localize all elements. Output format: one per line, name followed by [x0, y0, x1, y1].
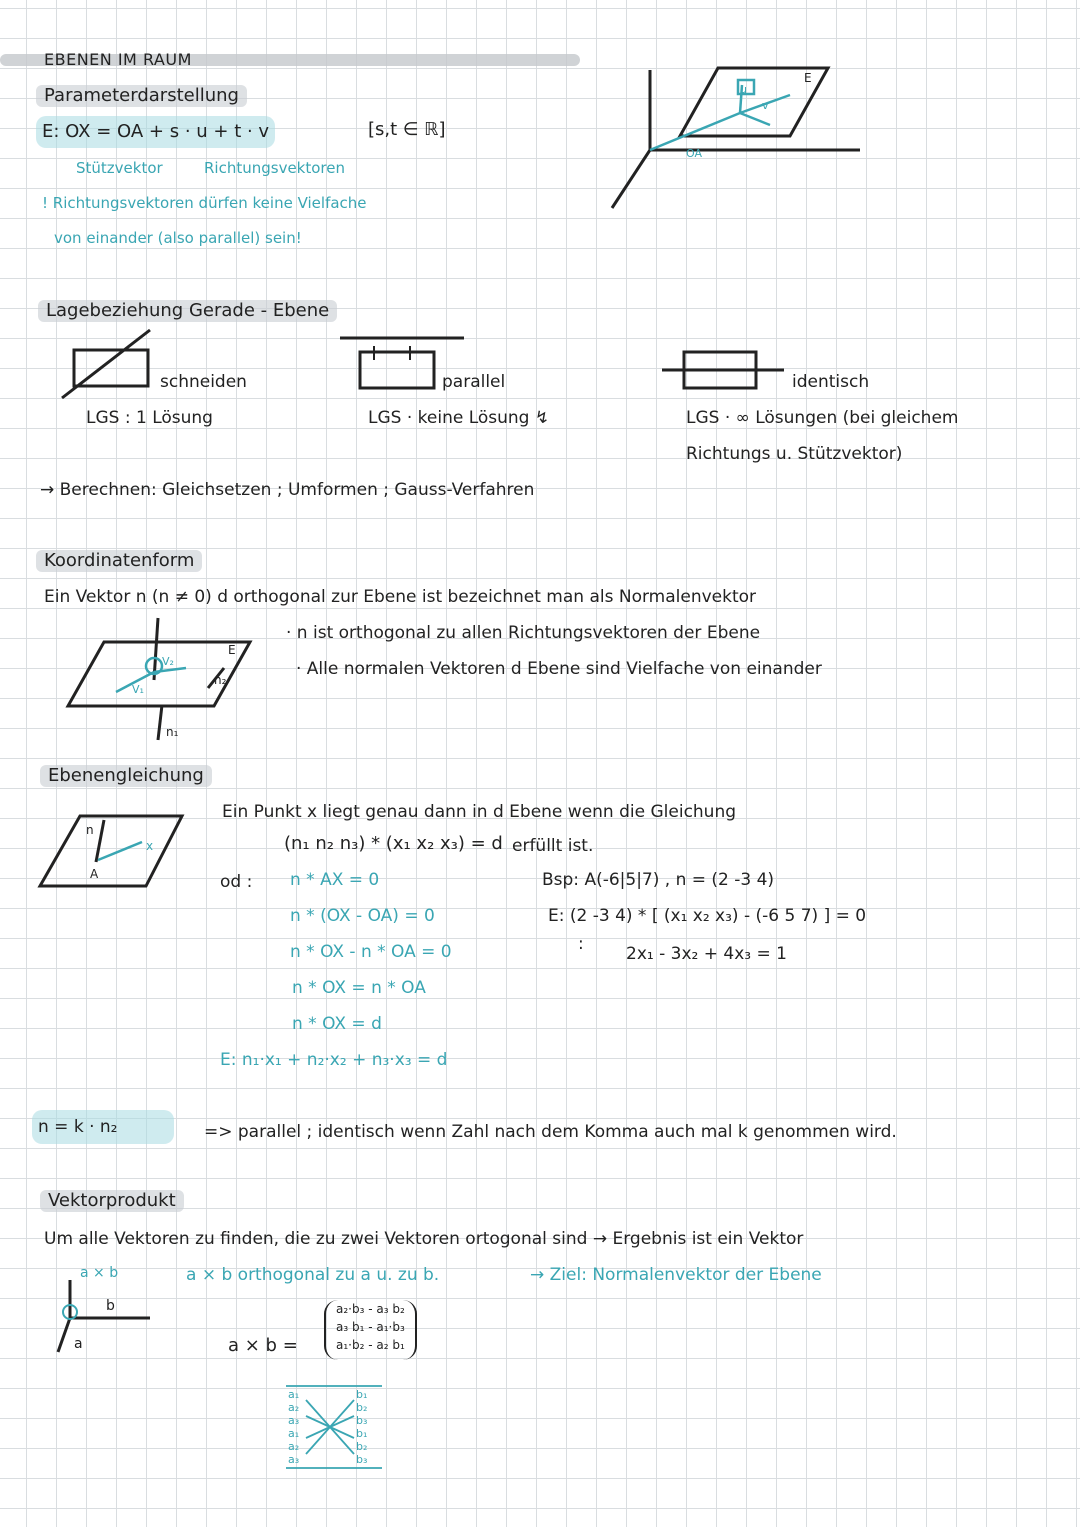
identisch-lgs-2: Richtungs u. Stützvektor)	[686, 444, 903, 464]
identisch-label: identisch	[792, 372, 870, 392]
ebeneq-erfuellt: erfüllt ist.	[512, 836, 594, 856]
koord-bullet-2: · Alle normalen Vektoren d Ebene sind Vielfache von einander	[296, 659, 822, 679]
param-note-1: ! Richtungsvektoren dürfen keine Vielfache	[42, 194, 367, 212]
col-a-cell: a₁	[288, 1427, 300, 1440]
kn-formula: n = k · n₂	[32, 1110, 174, 1144]
vp-axb-label: a × b	[80, 1265, 119, 1281]
vp-a-label: a	[74, 1336, 83, 1352]
koord-line-1: Ein Vektor n (n ≠ 0) d orthogonal zur Ebene ist bezeichnet man als Normalenvektor	[44, 587, 757, 607]
param-figure	[612, 68, 860, 208]
koord-e-label: E	[228, 643, 236, 657]
parallel-lgs: LGS · keine Lösung ↯	[368, 408, 550, 428]
parallel-plane	[360, 352, 434, 388]
vp-lhs: a × b =	[228, 1335, 298, 1356]
bsp-colon: :	[578, 934, 584, 954]
col-b-cell: b₃	[356, 1453, 368, 1466]
vp-row-3: a₁·b₂ - a₂ b₁	[336, 1338, 405, 1352]
ebeneq-heading: Ebenengleichung	[40, 765, 212, 787]
ebeneq-final: E: n₁·x₁ + n₂·x₂ + n₃·x₃ = d	[220, 1050, 448, 1070]
ebeneq-line-1: Ein Punkt x liegt genau dann in d Ebene wenn die Gleichung	[222, 802, 737, 822]
vp-row-1: a₂·b₃ - a₃ b₂	[336, 1302, 405, 1316]
vp-row-2: a₃ b₁ - a₁·b₃	[336, 1320, 405, 1334]
parallel-label: parallel	[442, 372, 506, 392]
cross-col-a	[288, 1388, 308, 1466]
koord-n2-label: n₂	[214, 673, 227, 687]
vp-line-1: Um alle Vektoren zu finden, die zu zwei Vektoren ortogonal sind → Ergebnis ist ein Vektor	[44, 1229, 804, 1249]
richtung-label: Richtungsvektoren	[204, 159, 345, 177]
ebeneq-n-label: n	[86, 823, 94, 837]
param-domain: [s,t ∈ ℝ]	[368, 119, 446, 140]
param-figure-vectors	[650, 80, 790, 150]
stuetz-label: Stützvektor	[76, 159, 163, 177]
col-a-cell: a₁	[288, 1388, 300, 1401]
koord-v1-label: V₁	[132, 683, 144, 696]
col-a-cell: a₃	[288, 1453, 300, 1466]
koord-bullet-1: · n ist orthogonal zu allen Richtungsvektoren der Ebene	[286, 623, 761, 643]
col-a-cell: a₂	[288, 1440, 300, 1453]
fig-oa-label: OA	[686, 147, 702, 160]
param-heading: Parameterdarstellung	[36, 85, 247, 107]
fig-v-label: v	[762, 99, 769, 112]
lage-berechnen: → Berechnen: Gleichsetzen ; Umformen ; Gauss-Verfahren	[40, 480, 535, 500]
ebeneq-figure	[40, 816, 182, 886]
fig-u-label: u	[740, 83, 747, 96]
param-note-2: von einander (also parallel) sein!	[54, 229, 302, 247]
ebeneq-x-label: x	[146, 839, 154, 853]
cross-col-b	[356, 1388, 376, 1466]
vp-figure	[58, 1280, 150, 1352]
ebeneq-step-1: n * AX = 0	[290, 870, 380, 890]
ebeneq-od: od :	[220, 872, 253, 892]
bsp-line-3: 2x₁ - 3x₂ + 4x₃ = 1	[626, 944, 787, 964]
col-a-cell: a₂	[288, 1401, 300, 1414]
ebeneq-step-5: n * OX = d	[292, 1014, 382, 1034]
col-b-cell: b₁	[356, 1427, 368, 1440]
col-b-cell: b₁	[356, 1388, 368, 1401]
fig-e-label: E	[804, 71, 812, 85]
vp-line-2b: → Ziel: Normalenvektor der Ebene	[530, 1265, 822, 1285]
ebeneq-a-label: A	[90, 867, 99, 881]
koord-heading: Koordinatenform	[36, 550, 202, 572]
ebeneq-step-3: n * OX - n * OA = 0	[290, 942, 452, 962]
vp-result-vector	[324, 1300, 417, 1360]
col-b-cell: b₃	[356, 1414, 368, 1427]
lage-heading: Lagebeziehung Gerade - Ebene	[38, 300, 337, 322]
ebeneq-step-2: n * (OX - OA) = 0	[290, 906, 435, 926]
ebeneq-eq-1: (n₁ n₂ n₃) * (x₁ x₂ x₃) = d	[284, 833, 503, 854]
col-a-cell: a₃	[288, 1414, 300, 1427]
bsp-line-2: E: (2 -3 4) * [ (x₁ x₂ x₃) - (-6 5 7) ] = 0	[548, 906, 867, 926]
kn-text: => parallel ; identisch wenn Zahl nach dem Komma auch mal k genommen wird.	[204, 1122, 897, 1142]
schneiden-label: schneiden	[160, 372, 247, 392]
page-title: EBENEN IM RAUM	[44, 50, 192, 69]
vp-line-2a: a × b orthogonal zu a u. zu b.	[186, 1265, 440, 1285]
vp-heading: Vektorprodukt	[40, 1190, 184, 1212]
col-b-cell: b₂	[356, 1440, 368, 1453]
identisch-lgs-1: LGS · ∞ Lösungen (bei gleichem	[686, 408, 959, 428]
col-b-cell: b₂	[356, 1401, 368, 1414]
bsp-line-1: Bsp: A(-6|5|7) , n = (2 -3 4)	[542, 870, 775, 890]
vp-b-label: b	[106, 1298, 115, 1314]
koord-v2-label: V₂	[162, 655, 174, 668]
ebeneq-step-4: n * OX = n * OA	[292, 978, 426, 998]
koord-n1-label: n₁	[166, 725, 179, 739]
param-equation: E: OX = OA + s · u + t · v	[36, 116, 275, 148]
schneiden-lgs: LGS : 1 Lösung	[86, 408, 213, 428]
koord-figure-vectors	[116, 658, 186, 692]
